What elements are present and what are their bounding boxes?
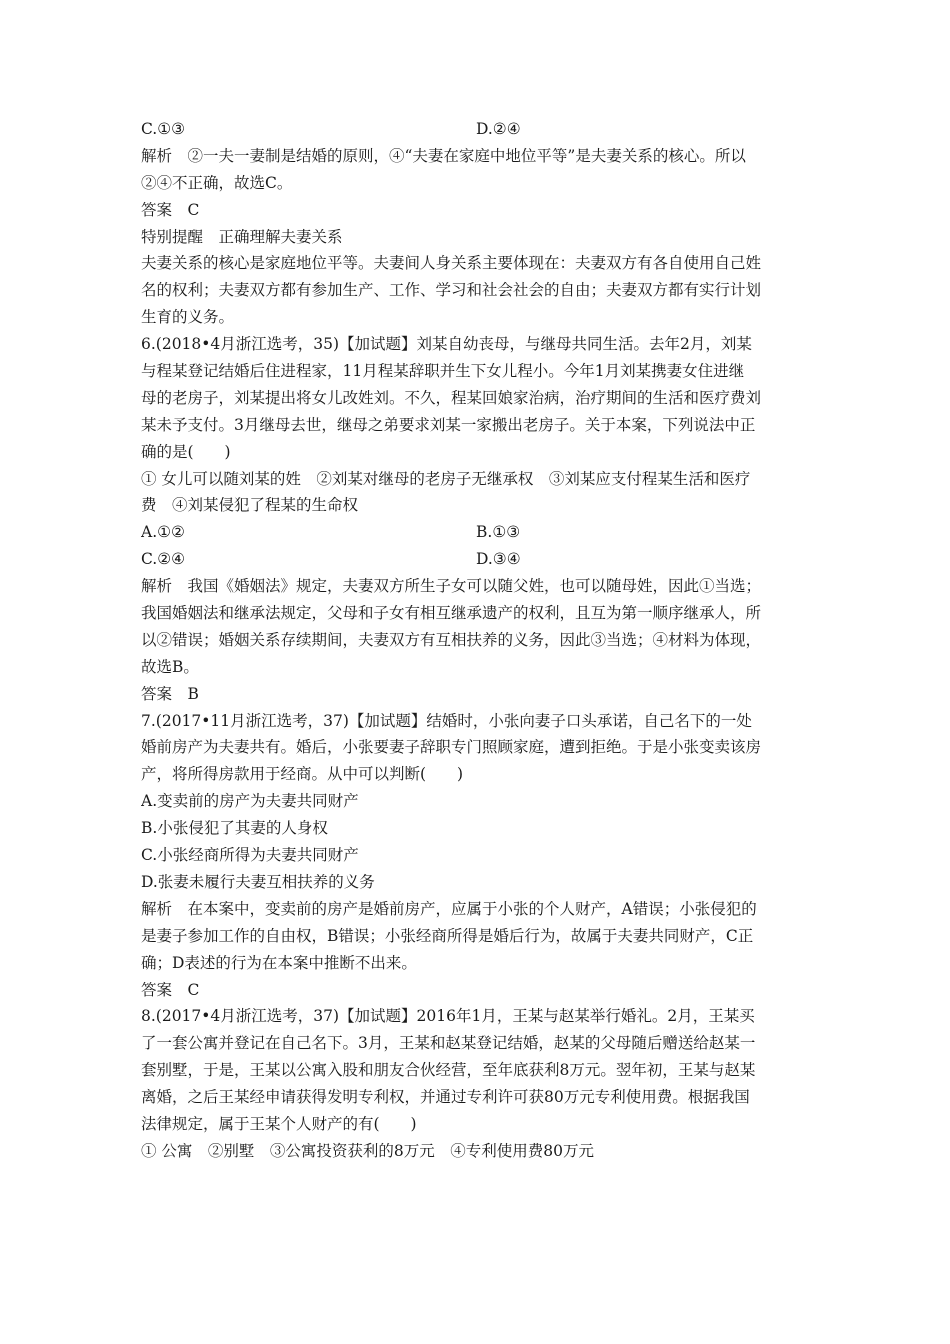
- q7-answer: 答案 C: [141, 980, 200, 999]
- q8-stem-line: 了一套公寓并登记在自己名下。3月，王某和赵某登记结婚，赵某的父母随后赠送给赵某一: [141, 1034, 756, 1053]
- q6-stem-line: 母的老房子，刘某提出将女儿改姓刘。不久，程某回娘家治病，治疗期间的生活和医疗费刘: [141, 388, 762, 407]
- q6-stem-line: 某未予支付。3月继母去世，继母之弟要求刘某一家搬出老房子。关于本案，下列说法中正: [141, 415, 756, 434]
- q7-option-a[interactable]: A.变卖前的房产为夫妻共同财产: [141, 792, 359, 811]
- q8-stem-line: 离婚，之后王某经申请获得发明专利权，并通过专利许可获80万元专利使用费。根据我国: [141, 1088, 750, 1107]
- q7-stem-line: 产，将所得房款用于经商。从中可以判断( ): [141, 765, 464, 784]
- q6-option-d[interactable]: D.③④: [476, 550, 521, 569]
- q6-option-c[interactable]: C.②④: [141, 550, 186, 569]
- q6-items-line: ① 女儿可以随刘某的姓 ②刘某对继母的老房子无继承权 ③刘某应支付程某生活和医疗: [141, 469, 751, 488]
- q8-stem-line: 8.(2017•4月浙江选考，37)【加试题】2016年1月，王某与赵某举行婚礼。2月，王某买: [141, 1007, 755, 1026]
- q6-analysis-line: 我国婚姻法和继承法规定，父母和子女有相互继承遗产的权利，且互为第一顺序继承人，所: [141, 604, 762, 623]
- q5-option-c[interactable]: C.①③: [141, 120, 186, 138]
- q5-options-cd: [141, 116, 811, 143]
- q6-answer: 答案 B: [141, 684, 199, 703]
- q7-analysis-line: 是妻子参加工作的自由权，B错误；小张经商所得是婚后行为，故属于夫妻共同财产，C正: [141, 926, 754, 945]
- page-content: [141, 116, 811, 1165]
- q7-analysis-line: 解析 在本案中，变卖前的房产是婚前房产，应属于小张的个人财产，A错误；小张侵犯的: [141, 899, 757, 918]
- q7-stem-line: 7.(2017•11月浙江选考，37)【加试题】结婚时，小张向妻子口头承诺，自己名下的一处: [141, 711, 752, 730]
- tip-body-line: 生育的义务。: [141, 308, 235, 327]
- q6-stem-line: 与程某登记结婚后住进程家，11月程某辞职并生下女儿程小。今年1月刘某携妻女住进继: [141, 362, 745, 381]
- tip-body-line: 夫妻关系的核心是家庭地位平等。夫妻间人身关系主要体现在：夫妻双方有各自使用自己姓: [141, 254, 762, 273]
- q5-answer: 答案 C: [141, 200, 200, 219]
- q5-analysis-line: 解析 ②一夫一妻制是结婚的原则，④“夫妻在家庭中地位平等”是夫妻关系的核心。所以: [141, 146, 746, 165]
- q6-items-line: 费 ④刘某侵犯了程某的生命权: [141, 496, 359, 515]
- tip-title: 特别提醒 正确理解夫妻关系: [141, 227, 343, 246]
- q7-analysis-line: 确；D表述的行为在本案中推断不出来。: [141, 953, 417, 972]
- q7-stem-line: 婚前房产为夫妻共有。婚后，小张要妻子辞职专门照顾家庭，遭到拒绝。于是小张变卖该房: [141, 738, 762, 757]
- q6-options-ab: [141, 519, 811, 546]
- q6-analysis-line: 解析 我国《婚姻法》规定，夫妻双方所生子女可以随父姓，也可以随母姓，因此①当选；: [141, 577, 762, 596]
- q6-analysis-line: 故选B。: [141, 657, 199, 676]
- q7-option-d[interactable]: D.张妻未履行夫妻互相扶养的义务: [141, 872, 375, 891]
- q6-option-a[interactable]: A.①②: [141, 523, 185, 542]
- q8-items-line: ① 公寓 ②别墅 ③公寓投资获利的8万元 ④专利使用费80万元: [141, 1141, 595, 1160]
- q5-option-d[interactable]: D.②④: [476, 120, 521, 138]
- q6-analysis-line: 以②错误；婚姻关系存续期间，夫妻双方有互相扶养的义务，因此③当选；④材料为体现，: [141, 630, 762, 649]
- q6-option-b[interactable]: B.①③: [476, 523, 521, 542]
- tip-body-line: 名的权利；夫妻双方都有参加生产、工作、学习和社会社会的自由；夫妻双方都有实行计划: [141, 281, 762, 300]
- q6-stem-line: 6.(2018•4月浙江选考，35)【加试题】刘某自幼丧母，与继母共同生活。去年2月，刘某: [141, 335, 752, 354]
- q7-option-c[interactable]: C.小张经商所得为夫妻共同财产: [141, 846, 359, 865]
- q8-stem-line: 套别墅，于是，王某以公寓入股和朋友合伙经营，至年底获利8万元。翌年初，王某与赵某: [141, 1061, 756, 1080]
- q6-options-cd: [141, 546, 811, 573]
- q5-analysis-line: ②④不正确，故选C。: [141, 173, 293, 192]
- q6-stem-line: 确的是( ): [141, 442, 231, 461]
- q8-stem-line: 法律规定，属于王某个人财产的有( ): [141, 1114, 417, 1133]
- q7-option-b[interactable]: B.小张侵犯了其妻的人身权: [141, 819, 328, 838]
